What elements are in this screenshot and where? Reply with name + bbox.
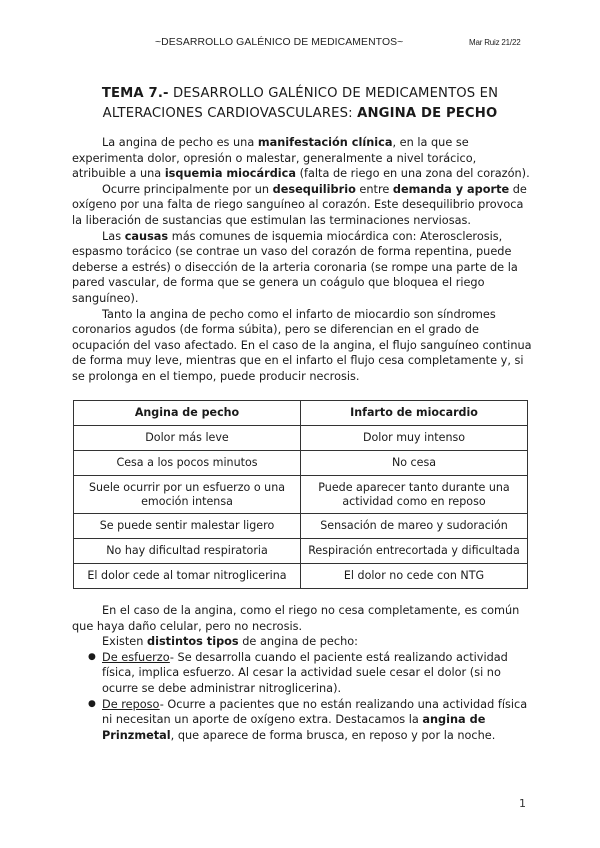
table-header-row [74, 401, 528, 426]
bullet-icon: ● [88, 651, 96, 662]
running-title: ~DESARROLLO GALÉNICO DE MEDICAMENTOS~ [155, 37, 404, 48]
paragraph-3: Las causas más comunes de isquemia miocárdica con: Aterosclerosis, espasmo torácico (se contrae un vaso del corazón de forma repentina, puede deberse a estrés) o disección de la arteria coronaria (se rompe una parte de la pared vascular, de forma que se genera un coágulo que bloquea el riego sanguíneo). [72, 229, 518, 305]
list-item: ● De reposo- Ocurre a pacientes que no están realizando una actividad física ni necesitan un aporte de oxígeno extra. Destacamos la angina de Prinzmetal, que aparece de forma brusca, en reposo y por la noche. [88, 697, 528, 742]
author-label: Mar Ruiz 21/22 [469, 38, 521, 47]
list-term: De reposo [102, 697, 160, 711]
table-cell: Respiración entrecortada y dificultada [301, 539, 528, 564]
table-cell: Cesa a los pocos minutos [74, 451, 301, 476]
title-emphasis: ANGINA DE PECHO [357, 106, 498, 121]
column-header-angina: Angina de pecho [74, 401, 301, 426]
table-row [74, 451, 528, 476]
table-cell: Dolor más leve [74, 426, 301, 451]
table-row [74, 539, 528, 564]
table-cell: El dolor no cede con NTG [301, 564, 528, 589]
page-title [72, 84, 528, 124]
running-header [0, 37, 600, 51]
table-cell: Se puede sentir malestar ligero [74, 514, 301, 539]
paragraph-1: La angina de pecho es una manifestación clínica, en la que se experimenta dolor, opresión o malestar, generalmente a nivel torácico, atribuible a una isquemia miocárdica (falta de riego en una zona del corazón). [72, 136, 530, 181]
comparison-table [73, 400, 528, 589]
page-number: 1 [519, 797, 526, 810]
title-line-1: TEMA 7.- DESARROLLO GALÉNICO DE MEDICAMENTOS EN [101, 86, 499, 101]
table-row [74, 514, 528, 539]
table-cell: Puede aparecer tanto durante una actividad como en reposo [301, 476, 528, 514]
paragraph-6: Existen distintos tipos de angina de pecho: [102, 635, 358, 649]
table-cell: El dolor cede al tomar nitroglicerina [74, 564, 301, 589]
title-line-2: ALTERACIONES CARDIOVASCULARES: ANGINA DE PECHO [102, 106, 498, 121]
table-row [74, 426, 528, 451]
table-row [74, 564, 528, 589]
bullet-icon: ● [88, 698, 96, 709]
title-label: TEMA 7.- [101, 86, 169, 101]
paragraph-2: Ocurre principalmente por un desequilibrio entre demanda y aporte de oxígeno por una falta de riego sanguíneo al corazón. Este desequilibrio provoca la liberación de sustancias que estimulan las terminaciones nerviosas. [72, 182, 527, 227]
table-cell: No cesa [301, 451, 528, 476]
column-header-infarto: Infarto de miocardio [301, 401, 528, 426]
angina-types-list [72, 650, 532, 744]
body-text [72, 135, 532, 385]
table-cell: Suele ocurrir por un esfuerzo o una emoción intensa [74, 476, 301, 514]
list-item: ● De esfuerzo- Se desarrolla cuando el paciente está realizando actividad física, implica esfuerzo. Al cesar la actividad suele cesar el dolor (si no ocurre se debe administrar nitroglicerina). [88, 650, 508, 695]
table-cell: Dolor muy intenso [301, 426, 528, 451]
paragraph-5: En el caso de la angina, como el riego no cesa completamente, es común que haya daño celular, pero no necrosis. [72, 604, 520, 633]
list-term: De esfuerzo [102, 650, 170, 664]
table-row [74, 476, 528, 514]
table-cell: Sensación de mareo y sudoración [301, 514, 528, 539]
table-cell: No hay dificultad respiratoria [74, 539, 301, 564]
paragraph-4: Tanto la angina de pecho como el infarto de miocardio son síndromes coronarios agudos (de forma súbita), pero se diferencian en el grado de ocupación del vaso afectado. En el caso de la angina, el flujo sanguíneo continua de forma muy leve, mientras que en el infarto el flujo cesa completamente y, si se prolonga en el tiempo, puede producir necrosis. [72, 307, 532, 383]
body-text-continued [72, 603, 532, 743]
